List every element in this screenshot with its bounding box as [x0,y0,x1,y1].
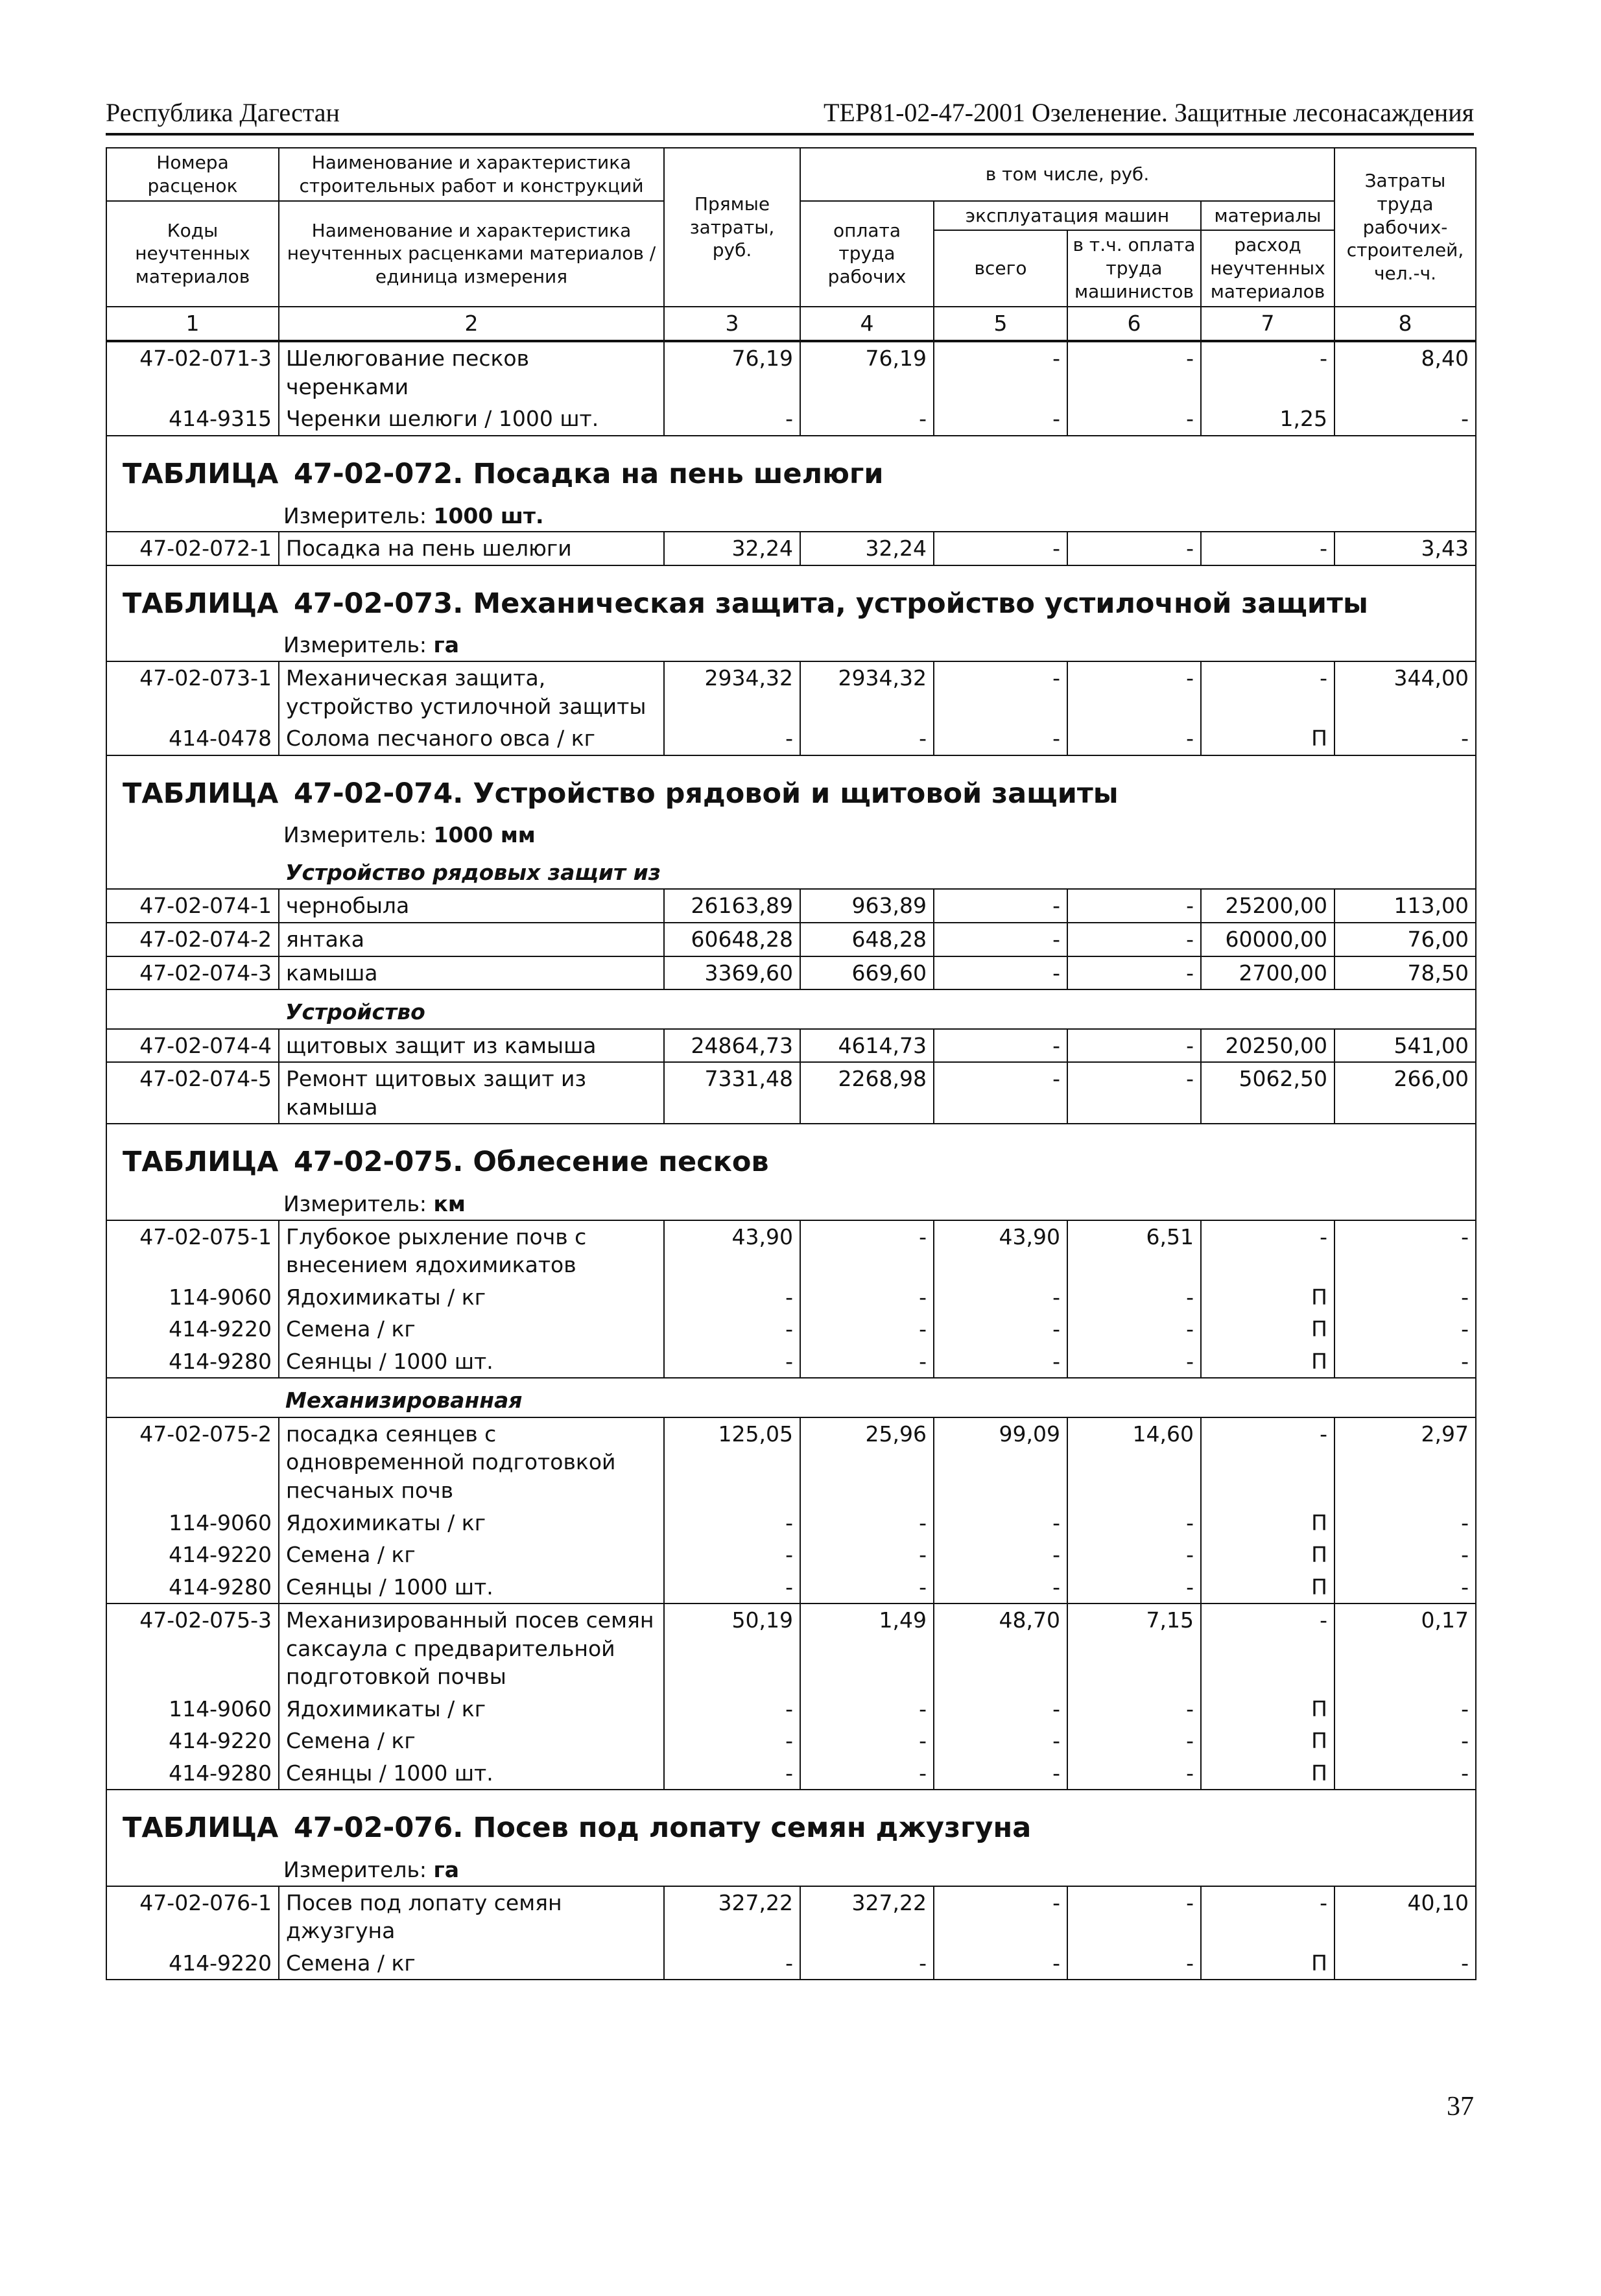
materials: П [1201,1571,1334,1604]
material-name: Черенки шелюги / 1000 шт. [279,403,664,436]
table-section-title [106,565,1476,626]
materials: - [1201,1417,1334,1507]
table-row [106,661,1476,722]
machines-total: - [934,1571,1067,1604]
machines-total: - [934,1313,1067,1345]
labor-hours: - [1334,1757,1476,1790]
worker-pay: 963,89 [800,889,934,923]
machines-total: - [934,1345,1067,1379]
running-header [106,88,1474,136]
table-row [106,1417,1476,1507]
work-name: Посадка на пень шелюги [279,532,664,565]
material-name: Ядохимикаты / кг [279,1507,664,1539]
direct-costs: - [664,722,800,755]
labor-hours: - [1334,722,1476,755]
labor-hours: 78,50 [1334,956,1476,990]
direct-costs: 50,19 [664,1604,800,1693]
labor-hours: - [1334,1947,1476,1980]
labor-hours: - [1334,1571,1476,1604]
machines-total: 43,90 [934,1220,1067,1281]
direct-costs: 2934,32 [664,661,800,722]
direct-costs: - [664,1947,800,1980]
machines-total: - [934,1539,1067,1571]
machines-total: - [934,923,1067,956]
machinist-pay: - [1067,1539,1201,1571]
work-name: чернобыла [279,889,664,923]
machinist-pay: - [1067,923,1201,956]
machinist-pay: - [1067,1062,1201,1124]
table-row [106,1345,1476,1379]
col-number: 3 [664,307,800,341]
direct-costs: 32,24 [664,532,800,565]
measure-row [106,1851,1476,1886]
worker-pay: 25,96 [800,1417,934,1507]
table-row [106,1062,1476,1124]
machines-total: - [934,403,1067,436]
col-number: 7 [1201,307,1334,341]
material-code: 114-9060 [106,1693,279,1725]
labor-hours: - [1334,1220,1476,1281]
material-code: 414-9280 [106,1345,279,1379]
materials: П [1201,1947,1334,1980]
rate-code: 47-02-074-4 [106,1029,279,1063]
material-name: Ядохимикаты / кг [279,1281,664,1314]
materials: 20250,00 [1201,1029,1334,1063]
machines-total: - [934,1725,1067,1757]
subheading: Устройство [279,989,1476,1029]
subheading-row [106,989,1476,1029]
worker-pay: - [800,1345,934,1379]
direct-costs: - [664,403,800,436]
section-word: ТАБЛИЦА [123,587,279,620]
materials: 25200,00 [1201,889,1334,923]
rate-code: 47-02-073-1 [106,661,279,722]
table-row [106,1886,1476,1947]
labor-hours: - [1334,1345,1476,1379]
header-document-title: ТЕР81-02-47-2001 Озеленение. Защитные лесонасаждения [823,98,1474,127]
direct-costs: 125,05 [664,1417,800,1507]
machines-total: - [934,956,1067,990]
work-name: Механическая защита, устройство устилочной защиты [279,661,664,722]
labor-hours: 344,00 [1334,661,1476,722]
measure-unit: 1000 мм [433,822,536,848]
direct-costs: 60648,28 [664,923,800,956]
direct-costs: - [664,1313,800,1345]
material-name: Сеянцы / 1000 шт. [279,1757,664,1790]
machinist-pay: - [1067,403,1201,436]
col-header-rate-numbers: Номера расценок [106,148,279,201]
labor-hours: 40,10 [1334,1886,1476,1947]
section-word: ТАБЛИЦА [123,1146,279,1179]
direct-costs: 327,22 [664,1886,800,1947]
labor-hours: 2,97 [1334,1417,1476,1507]
table-section-title [106,1124,1476,1185]
material-name: Семена / кг [279,1539,664,1571]
col-number: 4 [800,307,934,341]
table-row [106,1947,1476,1980]
labor-hours: - [1334,1693,1476,1725]
table-row [106,1693,1476,1725]
material-code: 414-0478 [106,722,279,755]
table-row [106,1571,1476,1604]
measure-unit: 1000 шт. [433,503,544,528]
worker-pay: 648,28 [800,923,934,956]
header-region: Республика Дагестан [106,98,340,127]
measure-label: Измеритель: [283,1857,434,1883]
subheading-row [106,851,1476,890]
machinist-pay: - [1067,661,1201,722]
material-code: 414-9220 [106,1539,279,1571]
rate-code: 47-02-071-3 [106,341,279,403]
direct-costs: 24864,73 [664,1029,800,1063]
machinist-pay: - [1067,1345,1201,1379]
price-table [106,147,1476,1980]
machinist-pay: - [1067,1693,1201,1725]
col-header-materials: материалы [1201,201,1334,231]
machinist-pay: 6,51 [1067,1220,1201,1281]
direct-costs: - [664,1345,800,1379]
labor-hours: - [1334,1313,1476,1345]
section-title: 47-02-072. Посадка на пень шелюги [294,457,884,490]
machines-total: - [934,722,1067,755]
table-row [106,889,1476,923]
machinist-pay: - [1067,532,1201,565]
col-header-machines: эксплуатация машин [934,201,1201,231]
measure-unit: га [433,632,460,658]
labor-hours: 113,00 [1334,889,1476,923]
materials: П [1201,1539,1334,1571]
table-row [106,1757,1476,1790]
materials: - [1201,341,1334,403]
machines-total: - [934,341,1067,403]
page-number: 37 [1447,2092,1474,2122]
col-header-material-codes: Коды неучтенных материалов [106,201,279,307]
machinist-pay: - [1067,1571,1201,1604]
direct-costs: 76,19 [664,341,800,403]
worker-pay: - [800,1757,934,1790]
labor-hours: 541,00 [1334,1029,1476,1063]
subheading: Устройство рядовых защит из [279,851,1476,890]
labor-hours: - [1334,1281,1476,1314]
materials: - [1201,1604,1334,1693]
rate-code: 47-02-074-5 [106,1062,279,1124]
col-header-material-consumption: расход неучтенных материалов [1201,230,1334,306]
material-code: 414-9280 [106,1757,279,1790]
worker-pay: 2934,32 [800,661,934,722]
worker-pay: - [800,1507,934,1539]
machines-total: - [934,1693,1067,1725]
measure-row [106,626,1476,661]
material-code: 414-9220 [106,1725,279,1757]
labor-hours: - [1334,1725,1476,1757]
table-row [106,722,1476,755]
machinist-pay: - [1067,956,1201,990]
measure-label: Измеритель: [283,1191,434,1217]
machines-total: 99,09 [934,1417,1067,1507]
labor-hours: 3,43 [1334,532,1476,565]
measure-label: Измеритель: [283,503,434,528]
table-row [106,1507,1476,1539]
materials: П [1201,1345,1334,1379]
col-number: 1 [106,307,279,341]
machines-total: - [934,1281,1067,1314]
materials: 60000,00 [1201,923,1334,956]
rate-code: 47-02-076-1 [106,1886,279,1947]
machines-total: - [934,1886,1067,1947]
worker-pay: - [800,1571,934,1604]
machines-total: - [934,1062,1067,1124]
measure-row [106,497,1476,532]
worker-pay: - [800,722,934,755]
machinist-pay: - [1067,1947,1201,1980]
subheading: Механизированная [279,1378,1476,1417]
materials: П [1201,1693,1334,1725]
direct-costs: - [664,1693,800,1725]
material-name: Семена / кг [279,1313,664,1345]
material-code: 114-9060 [106,1281,279,1314]
work-name: щитовых защит из камыша [279,1029,664,1063]
worker-pay: - [800,1220,934,1281]
direct-costs: 43,90 [664,1220,800,1281]
materials: 5062,50 [1201,1062,1334,1124]
col-header-including: в том числе, руб. [800,148,1334,201]
materials: П [1201,722,1334,755]
work-name: янтака [279,923,664,956]
material-code: 414-9220 [106,1313,279,1345]
measure-unit: га [433,1857,460,1883]
worker-pay: 4614,73 [800,1029,934,1063]
section-word: ТАБЛИЦА [123,1812,279,1845]
worker-pay: 76,19 [800,341,934,403]
work-name: Посев под лопату семян джузгуна [279,1886,664,1947]
material-name: Семена / кг [279,1947,664,1980]
material-name: Ядохимикаты / кг [279,1693,664,1725]
col-header-machines-total: всего [934,230,1067,306]
table-section-title [106,436,1476,497]
worker-pay: - [800,1281,934,1314]
work-name: камыша [279,956,664,990]
table-row [106,532,1476,565]
rate-code: 47-02-074-3 [106,956,279,990]
worker-pay: 1,49 [800,1604,934,1693]
direct-costs: 3369,60 [664,956,800,990]
col-header-labor-hours: Затраты труда рабочих-строителей, чел.-ч. [1334,148,1476,307]
materials: П [1201,1281,1334,1314]
direct-costs: - [664,1571,800,1604]
col-number: 5 [934,307,1067,341]
machines-total: - [934,1947,1067,1980]
col-header-material-name: Наименование и характеристика неучтенных расценками материалов / единица измерения [279,201,664,307]
materials: П [1201,1507,1334,1539]
section-title: 47-02-075. Облесение песков [294,1146,769,1179]
labor-hours: 76,00 [1334,923,1476,956]
measure-row [106,816,1476,851]
machinist-pay: - [1067,1029,1201,1063]
table-row [106,1539,1476,1571]
machines-total: - [934,889,1067,923]
machines-total: - [934,1757,1067,1790]
rate-code: 47-02-075-3 [106,1604,279,1693]
machinist-pay: - [1067,722,1201,755]
direct-costs: 26163,89 [664,889,800,923]
worker-pay: - [800,1947,934,1980]
table-row [106,1281,1476,1314]
worker-pay: - [800,1313,934,1345]
material-name: Сеянцы / 1000 шт. [279,1571,664,1604]
col-number: 8 [1334,307,1476,341]
col-number: 6 [1067,307,1201,341]
col-header-machinist-pay: в т.ч. оплата труда машинистов [1067,230,1201,306]
table-section-title [106,755,1476,816]
labor-hours: 266,00 [1334,1062,1476,1124]
materials: - [1201,1886,1334,1947]
direct-costs: - [664,1539,800,1571]
col-header-direct-costs: Прямые затраты, руб. [664,148,800,307]
rate-code: 47-02-074-2 [106,923,279,956]
worker-pay: - [800,1693,934,1725]
table-row [106,341,1476,403]
section-word: ТАБЛИЦА [123,457,279,490]
table-row [106,1604,1476,1693]
work-name: Глубокое рыхление почв с внесением ядохимикатов [279,1220,664,1281]
material-name: Солома песчаного овса / кг [279,722,664,755]
material-name: Семена / кг [279,1725,664,1757]
materials: - [1201,661,1334,722]
machinist-pay: 14,60 [1067,1417,1201,1507]
machines-total: - [934,661,1067,722]
col-number: 2 [279,307,664,341]
table-row [106,1313,1476,1345]
table-section-title [106,1790,1476,1851]
direct-costs: - [664,1725,800,1757]
section-title: 47-02-074. Устройство рядовой и щитовой защиты [294,777,1119,810]
worker-pay: - [800,1725,934,1757]
worker-pay: 669,60 [800,956,934,990]
material-code: 414-9280 [106,1571,279,1604]
measure-label: Измеритель: [283,632,434,658]
rate-code: 47-02-074-1 [106,889,279,923]
material-code: 414-9220 [106,1947,279,1980]
labor-hours: 0,17 [1334,1604,1476,1693]
machinist-pay: - [1067,1281,1201,1314]
direct-costs: - [664,1507,800,1539]
measure-row [106,1185,1476,1220]
machines-total: - [934,1507,1067,1539]
direct-costs: 7331,48 [664,1062,800,1124]
machinist-pay: 7,15 [1067,1604,1201,1693]
materials: П [1201,1725,1334,1757]
rate-code: 47-02-075-2 [106,1417,279,1507]
work-name: Ремонт щитовых защит из камыша [279,1062,664,1124]
direct-costs: - [664,1281,800,1314]
labor-hours: - [1334,1507,1476,1539]
machines-total: 48,70 [934,1604,1067,1693]
machinist-pay: - [1067,1757,1201,1790]
measure-unit: км [433,1191,466,1217]
labor-hours: 8,40 [1334,341,1476,403]
materials: 1,25 [1201,403,1334,436]
work-name: Механизированный посев семян саксаула с предварительной подготовкой почвы [279,1604,664,1693]
col-header-work-name: Наименование и характеристика строительных работ и конструкций [279,148,664,201]
material-name: Сеянцы / 1000 шт. [279,1345,664,1379]
worker-pay: 327,22 [800,1886,934,1947]
section-title: 47-02-073. Механическая защита, устройство устилочной защиты [294,587,1368,620]
material-code: 114-9060 [106,1507,279,1539]
machines-total: - [934,532,1067,565]
materials: - [1201,1220,1334,1281]
labor-hours: - [1334,1539,1476,1571]
direct-costs: - [664,1757,800,1790]
table-row [106,1220,1476,1281]
worker-pay: 2268,98 [800,1062,934,1124]
machinist-pay: - [1067,889,1201,923]
machinist-pay: - [1067,1725,1201,1757]
machinist-pay: - [1067,1313,1201,1345]
table-row [106,1029,1476,1063]
machinist-pay: - [1067,1507,1201,1539]
materials: - [1201,532,1334,565]
machinist-pay: - [1067,341,1201,403]
table-row [106,1725,1476,1757]
materials: П [1201,1757,1334,1790]
rate-code: 47-02-075-1 [106,1220,279,1281]
table-row [106,923,1476,956]
table-row [106,403,1476,436]
machinist-pay: - [1067,1886,1201,1947]
worker-pay: - [800,403,934,436]
section-word: ТАБЛИЦА [123,777,279,810]
subheading-row [106,1378,1476,1417]
material-code: 414-9315 [106,403,279,436]
labor-hours: - [1334,403,1476,436]
col-header-worker-pay: оплата труда рабочих [800,201,934,307]
measure-label: Измеритель: [283,822,434,848]
worker-pay: - [800,1539,934,1571]
section-title: 47-02-076. Посев под лопату семян джузгуна [294,1812,1032,1845]
materials: П [1201,1313,1334,1345]
table-row [106,956,1476,990]
materials: 2700,00 [1201,956,1334,990]
rate-code: 47-02-072-1 [106,532,279,565]
work-name: Шелюгование песков черенками [279,341,664,403]
machines-total: - [934,1029,1067,1063]
worker-pay: 32,24 [800,532,934,565]
work-name: посадка сеянцев с одновременной подготовкой песчаных почв [279,1417,664,1507]
